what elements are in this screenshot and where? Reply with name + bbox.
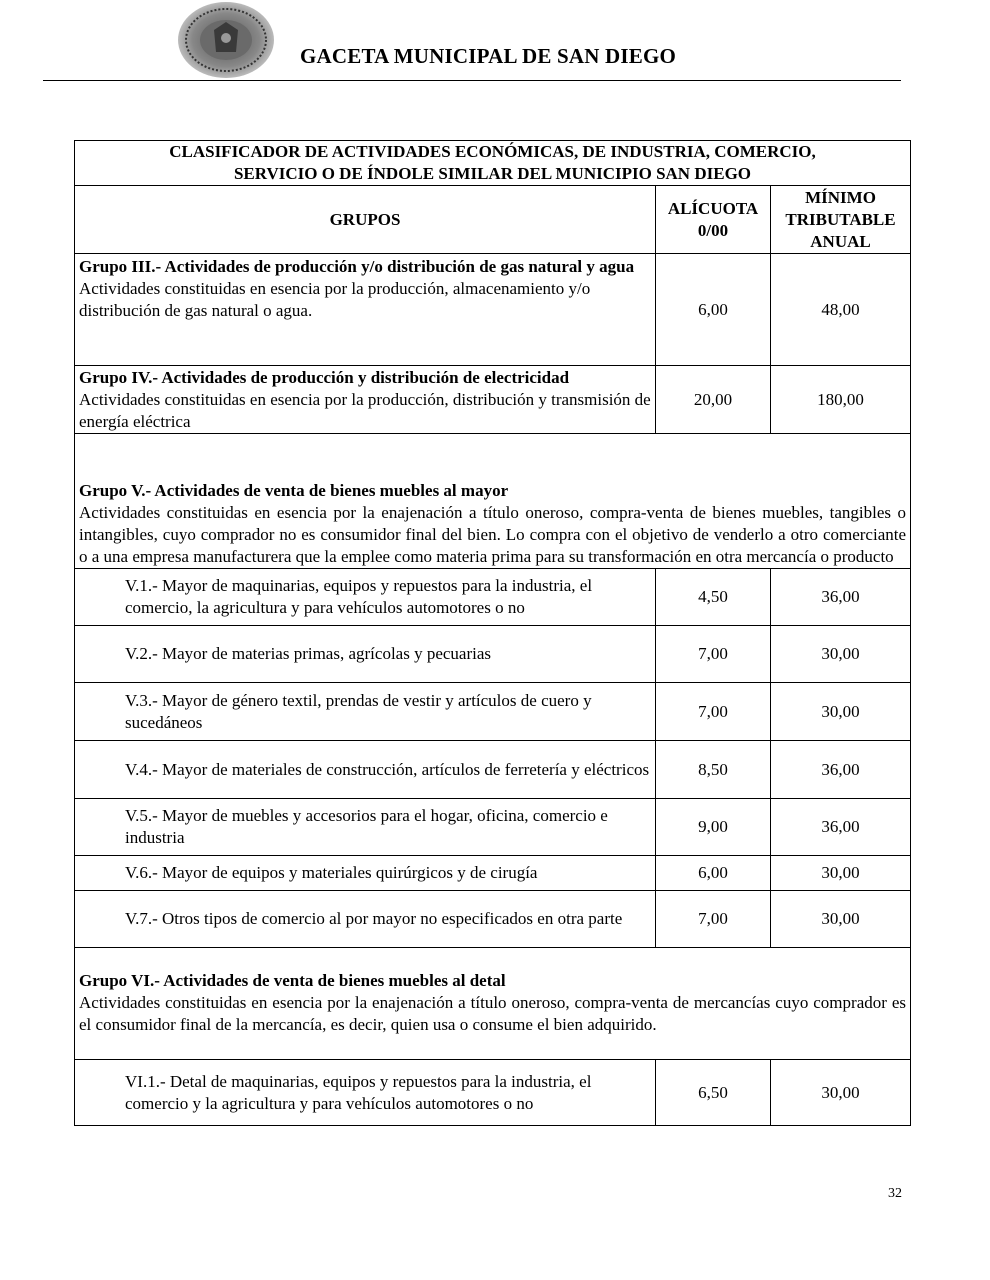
table-row: [75, 1060, 911, 1126]
header-min-line-2: TRIBUTABLE: [785, 209, 896, 229]
item-label: VI.1.- Detal de maquinarias, equipos y repuestos para la industria, el comercio y la agricultura y para vehículos automotores o no: [75, 1060, 656, 1126]
group-5-description: Actividades constituidas en esencia por la enajenación a título oneroso, compra-venta de bienes muebles, tangibles o intangibles, cuyo comprador no es consumidor final del bien. Lo compra con el objetivo de venderlo a otro comerciante o a una empresa manufacturera que la emplee como materia prima para su transformación en otra mercancía o producto: [79, 503, 907, 566]
item-rate: 7,00: [656, 891, 771, 948]
group-4-description: Actividades constituidas en esencia por la producción, distribución y transmisión de energía eléctrica: [79, 389, 651, 431]
item-rate: 8,50: [656, 741, 771, 799]
group-3-rate: 6,00: [656, 254, 771, 366]
group-6-description: Actividades constituidas en esencia por la enajenación a título oneroso, compra-venta de mercancías cuyo comprador es el consumidor final de la mercancía, es decir, quien usa o consume el bien adquirido.: [79, 993, 907, 1034]
item-rate: 7,00: [656, 683, 771, 741]
table-row: [75, 569, 911, 626]
table-title: [75, 141, 911, 186]
group-5-title: Grupo V.- Actividades de venta de bienes muebles al mayor: [79, 481, 509, 500]
item-label: V.7.- Otros tipos de comercio al por mayor no especificados en otra parte: [75, 891, 656, 948]
item-minimum: 30,00: [771, 683, 911, 741]
item-minimum: 36,00: [771, 799, 911, 856]
item-rate: 6,50: [656, 1060, 771, 1126]
item-rate: 4,50: [656, 569, 771, 626]
group-4-row: [75, 366, 911, 434]
header-rate-line-1: ALÍCUOTA: [667, 198, 759, 218]
table-row: [75, 683, 911, 741]
group-3-title: Grupo III.- Actividades de producción y/o distribución de gas natural y agua: [79, 257, 635, 276]
header-rate-line-2: 0/00: [697, 220, 729, 240]
table-title-line-1: CLASIFICADOR DE ACTIVIDADES ECONÓMICAS, DE INDUSTRIA, COMERCIO,: [169, 142, 816, 161]
item-rate: 9,00: [656, 799, 771, 856]
classifier-table: [74, 140, 911, 1126]
group-6-title: Grupo VI.- Actividades de venta de bienes muebles al detal: [79, 971, 506, 990]
gazette-title: GACETA MUNICIPAL DE SAN DIEGO: [300, 44, 677, 68]
group-4-cell: [75, 366, 656, 434]
group-6-cell: [75, 948, 911, 1060]
item-minimum: 36,00: [771, 741, 911, 799]
item-label: V.6.- Mayor de equipos y materiales quirúrgicos y de cirugía: [75, 856, 656, 891]
item-label: V.5.- Mayor de muebles y accesorios para el hogar, oficina, comercio e industria: [75, 799, 656, 856]
item-minimum: 30,00: [771, 856, 911, 891]
table-row: [75, 799, 911, 856]
column-header-row: [75, 186, 911, 254]
item-label: V.3.- Mayor de género textil, prendas de vestir y artículos de cuero y sucedáneos: [75, 683, 656, 741]
table-title-row: [75, 141, 911, 186]
group-6-row: [75, 948, 911, 1060]
group-5-row: [75, 434, 911, 569]
header-min-line-1: MÍNIMO: [805, 187, 876, 207]
header-rate: [656, 186, 771, 254]
header-min-line-3: ANUAL: [810, 231, 871, 251]
item-minimum: 30,00: [771, 1060, 911, 1126]
item-minimum: 30,00: [771, 891, 911, 948]
group-3-minimum: 48,00: [771, 254, 911, 366]
table-row: [75, 891, 911, 948]
municipal-seal-icon: [176, 0, 276, 80]
header-minimum: [771, 186, 911, 254]
group-4-title: Grupo IV.- Actividades de producción y distribución de electricidad: [79, 367, 570, 387]
group-3-description: Actividades constituidas en esencia por la producción, almacenamiento y/o distribución de gas natural o agua.: [79, 279, 591, 320]
group-5-cell: [75, 434, 911, 569]
item-label: V.4.- Mayor de materiales de construcción, artículos de ferretería y eléctricos: [75, 741, 656, 799]
group-3-row: [75, 254, 911, 366]
item-rate: 6,00: [656, 856, 771, 891]
group-4-rate: 20,00: [656, 366, 771, 434]
table-row: [75, 741, 911, 799]
page-number: 32: [888, 1186, 902, 1201]
item-label: V.2.- Mayor de materias primas, agrícolas y pecuarias: [75, 626, 656, 683]
table-title-line-2: SERVICIO O DE ÍNDOLE SIMILAR DEL MUNICIPIO SAN DIEGO: [233, 164, 752, 183]
item-rate: 7,00: [656, 626, 771, 683]
item-minimum: 36,00: [771, 569, 911, 626]
table-row: [75, 626, 911, 683]
group-4-minimum: 180,00: [771, 366, 911, 434]
item-minimum: 30,00: [771, 626, 911, 683]
item-label: V.1.- Mayor de maquinarias, equipos y repuestos para la industria, el comercio, la agricultura y para vehículos automotores o no: [75, 569, 656, 626]
header-groups: GRUPOS: [75, 186, 656, 254]
header-divider: [43, 80, 901, 81]
group-3-cell: [75, 254, 656, 366]
table-row: [75, 856, 911, 891]
